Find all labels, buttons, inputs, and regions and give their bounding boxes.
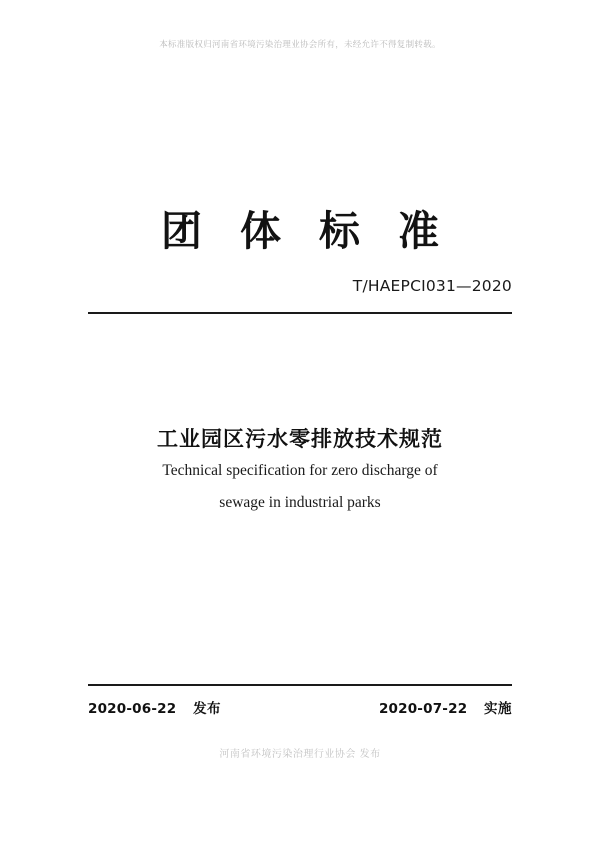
footer-divider [88,684,512,686]
issue-date-block [88,697,221,717]
issue-date-label: 发布 [193,701,222,717]
implementation-date-block [379,697,512,717]
implementation-date-value: 2020-07-22 [378,701,468,717]
page-title-english-line-1: Technical specification for zero discharge of [162,462,438,479]
implementation-date-label: 实施 [484,701,512,717]
header-divider [88,312,512,314]
copyright-notice: 本标准版权归河南省环境污染治理业协会所有，未经允许不得复制转载。 [159,40,441,50]
page-title-english-line-2: sewage in industrial parks [219,494,381,511]
dates-row [88,697,512,717]
standard-number: T/HAEPCI031—2020 [352,277,512,295]
issue-date-value: 2020-06-22 [88,701,177,717]
document-kind-heading: 团体标准 [161,207,477,255]
issuing-organization: 河南省环境污染治理行业协会 发布 [219,749,381,760]
page-title: 工业园区污水零排放技术规范 [157,427,443,451]
